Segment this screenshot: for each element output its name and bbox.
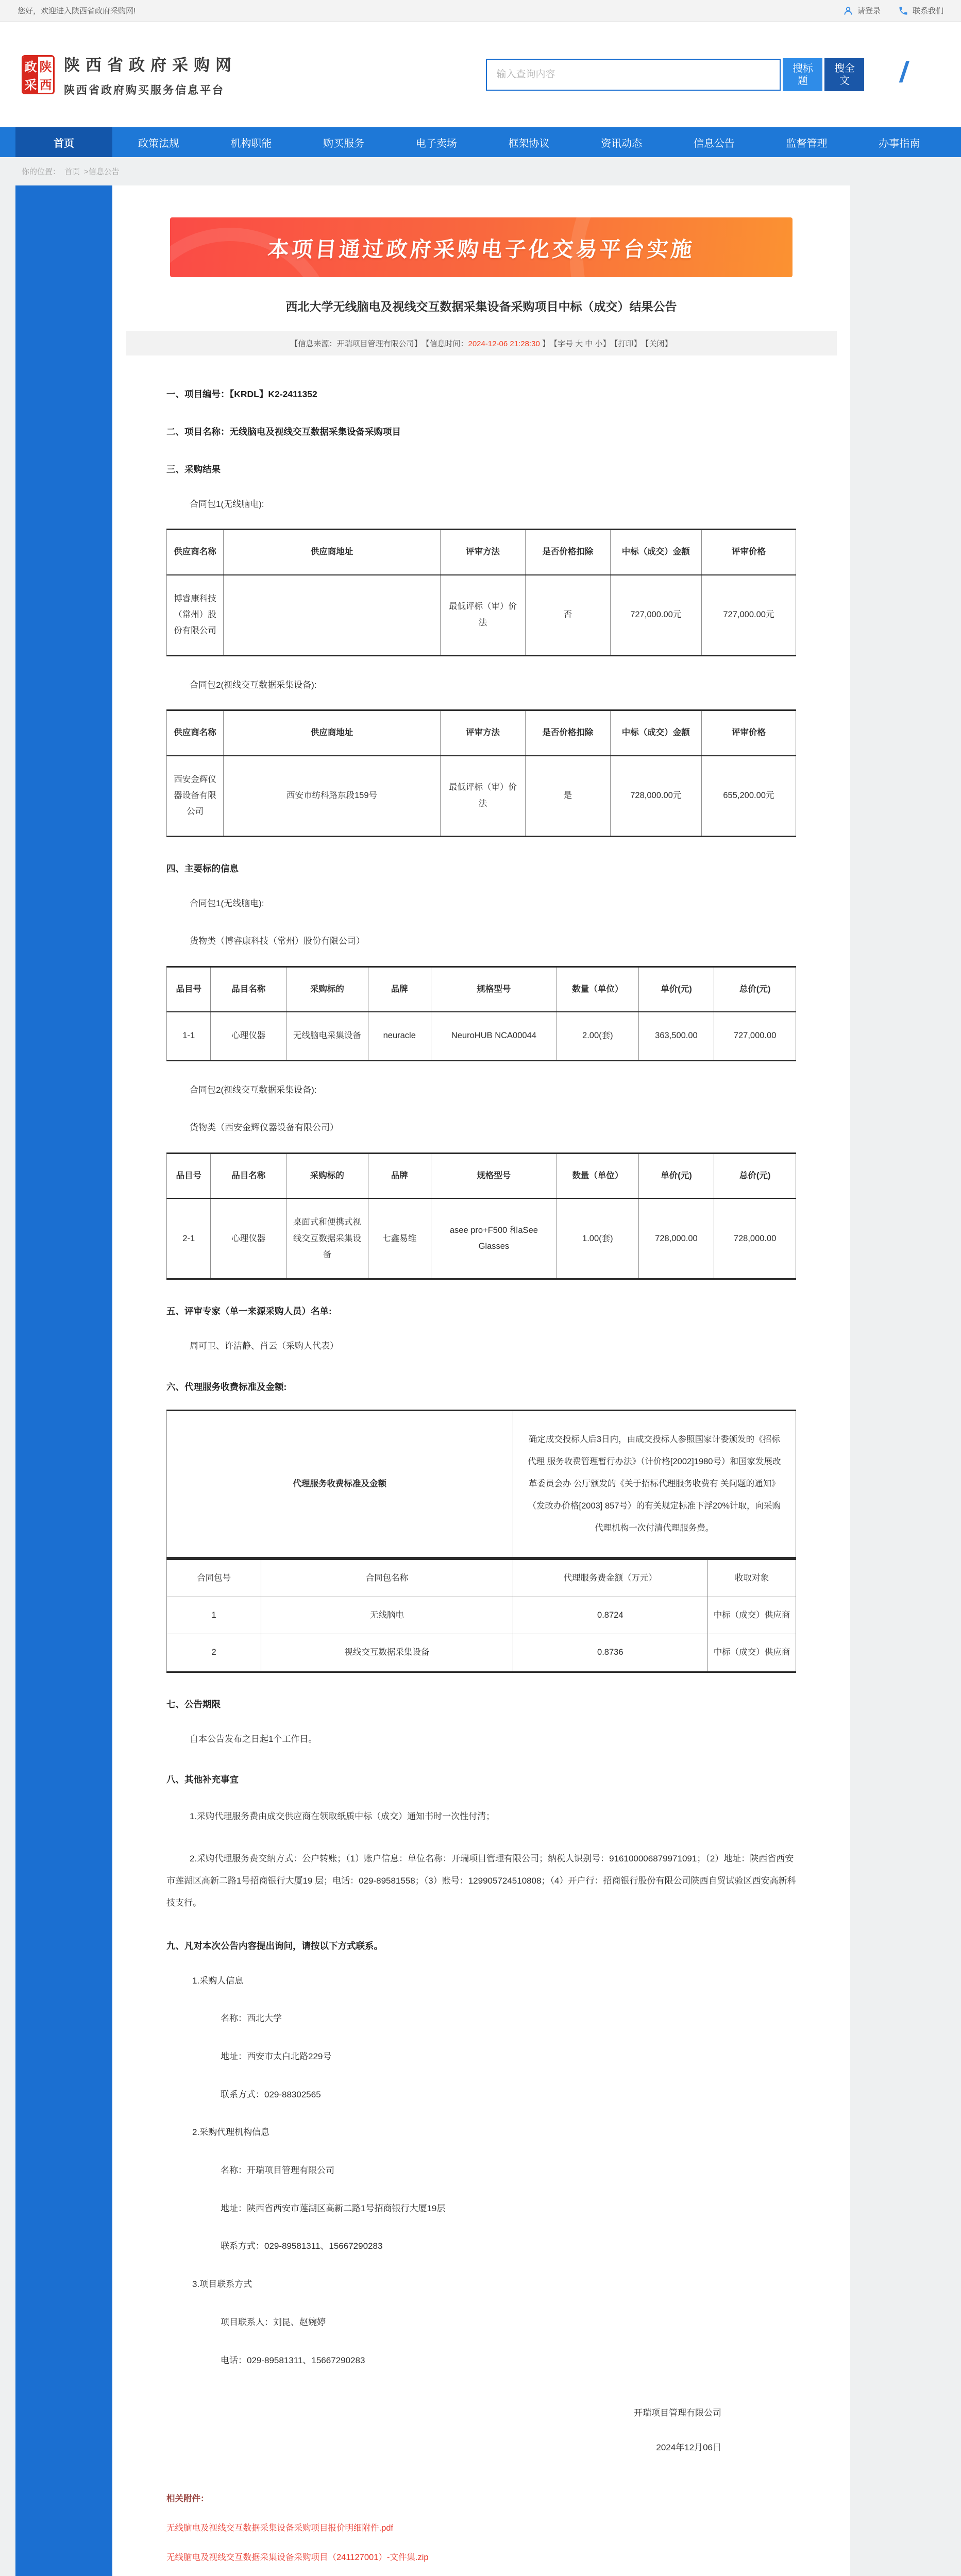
search-fulltext-button[interactable]: 搜全文: [824, 58, 864, 91]
cell-fee-payer: 中标（成交）供应商: [708, 1634, 796, 1672]
project-contact-title: 3.项目联系方式: [166, 2275, 796, 2294]
cell-item-no: 2-1: [167, 1198, 211, 1279]
page-main: [15, 185, 850, 2576]
site-header: [0, 22, 961, 127]
cell-fee-payer: 中标（成交）供应商: [708, 1597, 796, 1634]
cell-fee-amount: 0.8736: [513, 1634, 708, 1672]
close-button[interactable]: 【关闭】: [642, 338, 672, 349]
print-button[interactable]: 【打印】: [610, 338, 641, 349]
goods-package2-category: 货物类（西安金辉仪器设备有限公司）: [166, 1118, 796, 1137]
col-supplier-address: 供应商地址: [223, 710, 440, 756]
col-item-no: 品目号: [167, 967, 211, 1012]
slash-decoration: /: [898, 55, 911, 89]
login-link[interactable]: [843, 5, 881, 16]
col-review-method: 评审方法: [441, 530, 526, 575]
buyer-address: 地址：西安市太白北路229号: [166, 2047, 796, 2066]
cell-quantity: 2.00(套): [557, 1012, 638, 1060]
info-source: 【信息来源：开瑞项目管理有限公司】: [290, 338, 422, 349]
cell-procurement-target: 无线脑电采集设备: [286, 1012, 368, 1060]
nav-item-e-mall[interactable]: 电子卖场: [390, 127, 483, 157]
nav-item-news[interactable]: 资讯动态: [575, 127, 668, 157]
topbar-actions: [843, 5, 943, 16]
col-quantity: 数量（单位）: [557, 967, 638, 1012]
article-meta-bar: [126, 331, 837, 355]
cell-item-name: 心理仪器: [211, 1198, 286, 1279]
table-header-row: [167, 530, 796, 575]
col-supplier-address: 供应商地址: [223, 530, 440, 575]
col-supplier-name: 供应商名称: [167, 710, 224, 756]
logo-char: 陕: [38, 57, 53, 75]
col-fee-payer: 收取对象: [708, 1559, 796, 1597]
section-1-heading: 一、项目编号：【KRDL】K2-2411352: [166, 387, 796, 400]
col-review-method: 评审方法: [441, 710, 526, 756]
login-label: 请登录: [857, 5, 881, 16]
cell-package-no: 2: [167, 1634, 261, 1672]
left-blue-band: [15, 185, 112, 2576]
result-table-package1: [166, 529, 796, 656]
cell-total-price: 727,000.00: [714, 1012, 796, 1060]
cell-supplier-name: 博睿康科技（常州）股份有限公司: [167, 575, 224, 656]
logo-char: 政: [23, 57, 38, 75]
col-review-price: 评审价格: [701, 530, 796, 575]
search-area: [486, 55, 939, 94]
attachment-link-fileset-zip[interactable]: 无线脑电及视线交互数据采集设备采购项目（241127001）-文件集.zip: [166, 2550, 796, 2563]
platform-banner: [170, 217, 793, 277]
brand-block: [64, 52, 237, 97]
expert-names: 周可卫、许洁静、肖云（采购人代表）: [166, 1337, 796, 1355]
goods-package1-label: 合同包1(无线脑电):: [166, 894, 796, 913]
col-item-name: 品目名称: [211, 1154, 286, 1199]
col-package-name: 合同包名称: [261, 1559, 513, 1597]
fee-standard-label: 代理服务收费标准及金额: [167, 1411, 513, 1557]
page-title: 西北大学无线脑电及视线交互数据采集设备采购项目中标（成交）结果公告: [159, 298, 804, 316]
col-unit-price: 单价(元): [638, 1154, 714, 1199]
package1-label: 合同包1(无线脑电):: [166, 495, 796, 514]
col-review-price: 评审价格: [701, 710, 796, 756]
cell-package-no: 1: [167, 1597, 261, 1634]
logo-char: 采: [23, 75, 38, 93]
table-row: [167, 756, 796, 837]
search-input[interactable]: [486, 59, 781, 91]
buyer-name: 名称：西北大学: [166, 2009, 796, 2028]
cell-total-price: 728,000.00: [714, 1198, 796, 1279]
cell-brand: 七鑫易维: [368, 1198, 431, 1279]
package2-label: 合同包2(视线交互数据采集设备):: [166, 676, 796, 694]
nav-item-functions[interactable]: 机构职能: [205, 127, 298, 157]
agency-phone: 联系方式：029-89581311、15667290283: [166, 2237, 796, 2256]
table-row: [167, 1012, 796, 1060]
nav-item-guide[interactable]: 办事指南: [853, 127, 946, 157]
fee-standard-text: 确定成交投标人后3日内，由成交投标人参照国家计委颁发的《招标代理 服务收费管理暂行办法》（计价格[2002]1980号）和国家发展改革委员会办 公厅颁发的《关于招标代理服务收费有 关问题的通知》（发改办价格[2003] 857号）的有关规定标准下浮20%计取，向采购代理机构一次付清代理服务费。: [513, 1411, 796, 1557]
nav-item-framework[interactable]: 框架协议: [483, 127, 576, 157]
attachments-section: [166, 2492, 796, 2576]
cell-package-name: 视线交互数据采集设备: [261, 1634, 513, 1672]
section-6-heading: 六、代理服务收费标准及金额:: [166, 1380, 796, 1393]
table-row: [167, 1597, 796, 1634]
topbar: [0, 0, 961, 22]
project-contact-person: 项目联系人：刘昆、赵婉婷: [166, 2313, 796, 2332]
breadcrumb-prefix: 你的位置：: [22, 166, 60, 177]
col-brand: 品牌: [368, 967, 431, 1012]
cell-fee-amount: 0.8724: [513, 1597, 708, 1634]
col-fee-amount: 代理服务费金额（万元）: [513, 1559, 708, 1597]
font-size-control[interactable]: 【字号 大 中 小】: [550, 338, 611, 349]
table-header-row: [167, 967, 796, 1012]
banner-text: 本项目通过政府采购电子化交易平台实施: [266, 232, 696, 263]
contact-link[interactable]: [898, 5, 943, 16]
cell-unit-price: 728,000.00: [638, 1198, 714, 1279]
project-contact-phone: 电话：029-89581311、15667290283: [166, 2351, 796, 2370]
section-4-heading: 四、主要标的信息: [166, 862, 796, 875]
main-nav: [0, 127, 961, 157]
cell-award-amount: 728,000.00元: [610, 756, 701, 837]
table-row: [167, 1634, 796, 1672]
site-logo-seal[interactable]: [22, 55, 55, 94]
goods-table-package1: [166, 966, 796, 1061]
breadcrumb: [0, 157, 961, 183]
col-item-no: 品目号: [167, 1154, 211, 1199]
contact-label: 联系我们: [913, 5, 943, 16]
section-3-heading: 三、采购结果: [166, 463, 796, 476]
cell-review-price: 655,200.00元: [701, 756, 796, 837]
col-price-deduction: 是否价格扣除: [525, 530, 610, 575]
article-body: [112, 355, 850, 2576]
cell-price-deduction: 是: [525, 756, 610, 837]
col-package-no: 合同包号: [167, 1559, 261, 1597]
buyer-info-title: 1.采购人信息: [166, 1972, 796, 1990]
breadcrumb-home[interactable]: 首页: [64, 166, 80, 177]
buyer-phone: 联系方式：029-88302565: [166, 2086, 796, 2104]
col-procurement-target: 采购标的: [286, 967, 368, 1012]
nav-item-policies[interactable]: 政策法规: [112, 127, 205, 157]
nav-item-supervision[interactable]: 监督管理: [761, 127, 853, 157]
site-subtitle: 陕西省政府购买服务信息平台: [64, 82, 237, 97]
signoff-company: 开瑞项目管理有限公司: [166, 2405, 721, 2418]
col-item-name: 品目名称: [211, 967, 286, 1012]
signoff-date: 2024年12月06日: [166, 2440, 721, 2453]
cell-supplier-address: 西安市纺科路东段159号: [223, 756, 440, 837]
cell-supplier-address: [223, 575, 440, 656]
table-header-row: [167, 1559, 796, 1597]
cell-procurement-target: 桌面式和便携式视线交互数据采集设备: [286, 1198, 368, 1279]
info-time-value: 2024-12-06 21:28:30: [468, 340, 540, 348]
breadcrumb-current: 信息公告: [89, 167, 120, 176]
col-unit-price: 单价(元): [638, 967, 714, 1012]
section-9-heading: 九、凡对本次公告内容提出询问，请按以下方式联系。: [166, 1939, 796, 1952]
col-supplier-name: 供应商名称: [167, 530, 224, 575]
section-2-heading: 二、项目名称：无线脑电及视线交互数据采集设备采购项目: [166, 425, 796, 438]
content-panel: [112, 185, 850, 2576]
cell-item-no: 1-1: [167, 1012, 211, 1060]
nav-item-purchase-services[interactable]: 购买服务: [297, 127, 390, 157]
logo-char: 西: [38, 75, 53, 93]
section-5-heading: 五、评审专家（单一来源采购人员）名单:: [166, 1304, 796, 1317]
user-icon: [843, 6, 853, 16]
goods-package2-label: 合同包2(视线交互数据采集设备):: [166, 1081, 796, 1099]
breadcrumb-separator: >信息公告: [84, 166, 120, 177]
table-row: [167, 575, 796, 656]
cell-supplier-name: 西安金辉仪器设备有限公司: [167, 756, 224, 837]
table-header-row: [167, 1154, 796, 1199]
agency-info-title: 2.采购代理机构信息: [166, 2123, 796, 2142]
agency-name: 名称：开瑞项目管理有限公司: [166, 2161, 796, 2180]
cell-review-price: 727,000.00元: [701, 575, 796, 656]
cell-item-name: 心理仪器: [211, 1012, 286, 1060]
col-brand: 品牌: [368, 1154, 431, 1199]
cell-model: asee pro+F500 和aSee Glasses: [431, 1198, 557, 1279]
welcome-text: 您好，欢迎进入陕西省政府采购网!: [18, 5, 136, 16]
agency-fee-standard-table: [166, 1410, 796, 1558]
cell-review-method: 最低评标（审）价法: [441, 756, 526, 837]
attachment-link-quotation-pdf[interactable]: 无线脑电及视线交互数据采集设备采购项目报价明细附件.pdf: [166, 2521, 796, 2533]
col-quantity: 数量（单位）: [557, 1154, 638, 1199]
site-title: 陕西省政府采购网: [64, 52, 237, 75]
agency-fee-table: [166, 1558, 796, 1673]
col-total-price: 总价(元): [714, 1154, 796, 1199]
table-row: [167, 1411, 796, 1557]
col-award-amount: 中标（成交）金额: [610, 710, 701, 756]
cell-price-deduction: 否: [525, 575, 610, 656]
agency-address: 地址：陕西省西安市莲湖区高新二路1号招商银行大厦19层: [166, 2199, 796, 2218]
col-price-deduction: 是否价格扣除: [525, 710, 610, 756]
col-model: 规格型号: [431, 1154, 557, 1199]
cell-model: NeuroHUB NCA00044: [431, 1012, 557, 1060]
cell-award-amount: 727,000.00元: [610, 575, 701, 656]
result-table-package2: [166, 709, 796, 837]
goods-table-package2: [166, 1153, 796, 1280]
cell-package-name: 无线脑电: [261, 1597, 513, 1634]
table-row: [167, 1198, 796, 1279]
section-7-heading: 七、公告期限: [166, 1698, 796, 1710]
phone-icon: [898, 6, 908, 16]
attachments-label: 相关附件：: [166, 2492, 796, 2504]
col-award-amount: 中标（成交）金额: [610, 530, 701, 575]
col-procurement-target: 采购标的: [286, 1154, 368, 1199]
supplement-item-2: 2.采购代理服务费交纳方式：公户转账；（1）账户信息：单位名称：开瑞项目管理有限公司；纳税人识别号：916100006879971091；（2）地址：陕西省西安市莲湖区高新二路1号招商银行大厦19 层；电话：029-89581558；（3）账号：129905724510808；（4）开户行：招商银行股份有限公司陕西自贸试验区西安高新科技支行。: [166, 1848, 796, 1914]
cell-brand: neuracle: [368, 1012, 431, 1060]
search-title-button[interactable]: 搜标题: [783, 58, 822, 91]
nav-item-home[interactable]: 首页: [15, 127, 112, 157]
notice-period-text: 自本公告发布之日起1个工作日。: [166, 1730, 796, 1749]
table-header-row: [167, 710, 796, 756]
signoff-block: [166, 2405, 796, 2453]
col-total-price: 总价(元): [714, 967, 796, 1012]
nav-item-announcements[interactable]: 信息公告: [668, 127, 761, 157]
info-time: 【信息时间：2024-12-06 21:28:30 】: [422, 338, 549, 349]
cell-unit-price: 363,500.00: [638, 1012, 714, 1060]
cell-quantity: 1.00(套): [557, 1198, 638, 1279]
supplement-item-1: 1.采购代理服务费由成交供应商在领取纸质中标（成交）通知书时一次性付清；: [166, 1805, 796, 1827]
cell-review-method: 最低评标（审）价法: [441, 575, 526, 656]
goods-package1-category: 货物类（博睿康科技（常州）股份有限公司）: [166, 932, 796, 951]
section-8-heading: 八、其他补充事宜: [166, 1773, 796, 1786]
col-model: 规格型号: [431, 967, 557, 1012]
